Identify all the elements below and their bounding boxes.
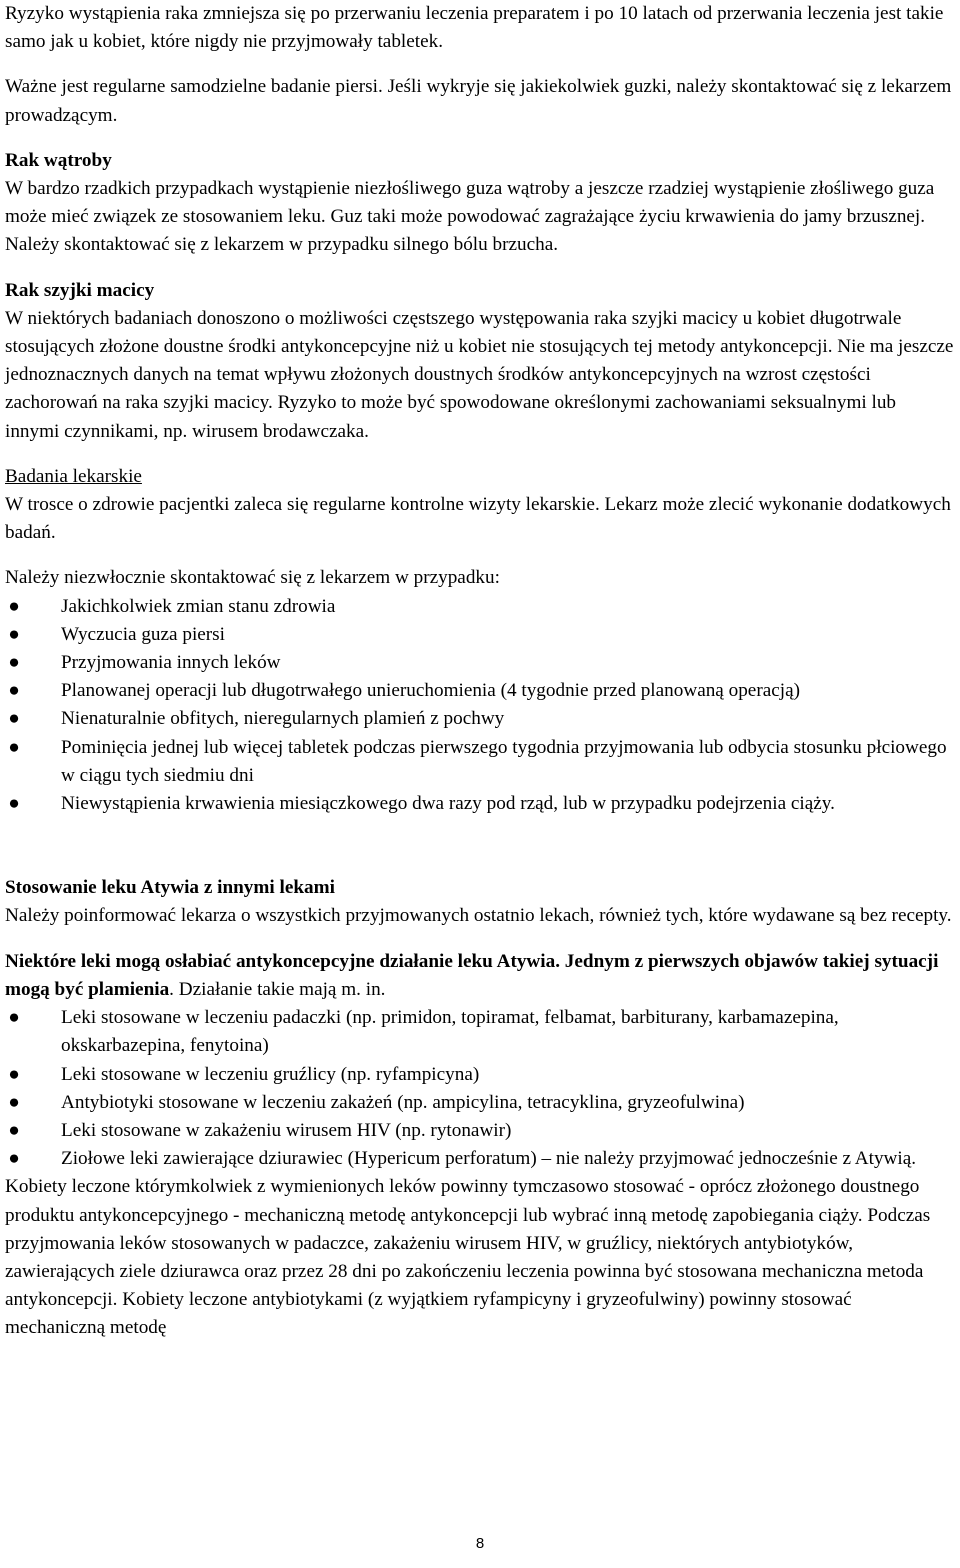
section-text-cervix: W niektórych badaniach donoszono o możliwości częstszego występowania raka szyjki macicy u kobiet długotrwale stosujących złożone doustne środki antykoncepcyjne niż u kobiet nie stosujących tej metody antykoncepcji. Nie ma jeszcze jednoznacznych danych na temat wpływu złożonych doustnych środków antykoncepcyjnych na wzrost częstości zachorowań na raka szyjki macicy. Ryzyko to może być spowodowane określonymi zachowaniami seksualnymi lub innymi czynnikami, np. wirusem brodawczaka. bbox=[5, 307, 954, 442]
interactions-warning-rest: . Działanie takie mają m. in. bbox=[169, 978, 386, 1000]
section-medical-exams bbox=[5, 463, 955, 548]
section-heading-interactions: Stosowanie leku Atywia z innymi lekami bbox=[5, 877, 335, 899]
interactions-closing: Kobiety leczone którymkolwiek z wymienionych leków powinny tymczasowo stosować - oprócz złożonego doustnego produktu antykoncepcyjnego - mechaniczną metodę antykoncepcji lub wybrać inną metodę zapobiegania ciąży. Podczas przyjmowania leków stosowanych w padaczce, zakażeniu wirusem HIV, w gruźlicy, niektórych antybiotyków, zawierających ziele dziurawca oraz przez 28 dni po zakończeniu leczenia powinna być stosowana mechaniczna metoda antykoncepcji. Kobiety leczone antybiotykami (z wyjątkiem ryfampicyny i gryzeofulwiny) powinny stosować mechaniczną metodę bbox=[5, 1176, 931, 1339]
bullet-icon: ● bbox=[8, 652, 20, 674]
bullet-icon: ● bbox=[8, 793, 20, 815]
bullet-icon: ● bbox=[8, 595, 20, 617]
list-item: ● Leki stosowane w leczeniu gruźlicy (np. ryfampicyna) bbox=[5, 1061, 955, 1089]
intro-paragraph-1: Ryzyko wystąpienia raka zmniejsza się po przerwaniu leczenia preparatem i po 10 latach od przerwania leczenia jest takie samo jak u kobiet, które nigdy nie przyjmowały tabletek. bbox=[5, 3, 944, 53]
contact-intro: Należy niezwłocznie skontaktować się z lekarzem w przypadku: bbox=[5, 567, 500, 589]
bullet-icon: ● bbox=[8, 1091, 20, 1113]
list-item: ● Ziołowe leki zawierające dziurawiec (Hypericum perforatum) – nie należy przyjmować jednocześnie z Atywią. bbox=[5, 1145, 955, 1173]
list-item: ● Pominięcia jednej lub więcej tabletek podczas pierwszego tygodnia przyjmowania lub odbycia stosunku płciowego w ciągu tych siedmiu dni bbox=[5, 734, 955, 790]
list-item: ● Leki stosowane w leczeniu padaczki (np. primidon, topiramat, felbamat, barbiturany, karbamazepina, okskarbazepina, fenytoina) bbox=[5, 1004, 955, 1060]
interactions-warning bbox=[5, 948, 955, 1004]
section-liver-cancer bbox=[5, 147, 955, 260]
list-item: ● Nienaturalnie obfitych, nieregularnych plamień z pochwy bbox=[5, 705, 955, 733]
bullet-icon: ● bbox=[8, 736, 20, 758]
list-item: ● Jakichkolwiek zmian stanu zdrowia bbox=[5, 593, 955, 621]
list-item: ● Wyczucia guza piersi bbox=[5, 621, 955, 649]
interactions-text: Należy poinformować lekarza o wszystkich przyjmowanych ostatnio lekach, również tych, które wydawane są bez recepty. bbox=[5, 905, 952, 927]
bullet-icon: ● bbox=[8, 1119, 20, 1141]
page-number: 8 bbox=[475, 1535, 485, 1552]
interactions-warning-bold: Niektóre leki mogą osłabiać antykoncepcyjne działanie leku Atywia. Jednym z pierwszych objawów takiej sytuacji mogą być plamienia bbox=[5, 950, 939, 1000]
bullet-icon: ● bbox=[8, 1007, 20, 1029]
bullet-icon: ● bbox=[8, 680, 20, 702]
bullet-icon: ● bbox=[8, 623, 20, 645]
section-heading-exams: Badania lekarskie bbox=[5, 465, 142, 487]
bullet-icon: ● bbox=[8, 1063, 20, 1085]
bullet-icon: ● bbox=[8, 1148, 20, 1170]
section-contact-doctor bbox=[5, 564, 955, 818]
section-heading-cervix: Rak szyjki macicy bbox=[5, 279, 155, 301]
list-item: ● Przyjmowania innych leków bbox=[5, 649, 955, 677]
section-heading-liver: Rak wątroby bbox=[5, 149, 112, 171]
list-item: ● Antybiotyki stosowane w leczeniu zakażeń (np. ampicylina, tetracyklina, gryzeofulwina) bbox=[5, 1089, 955, 1117]
section-text-liver: W bardzo rzadkich przypadkach wystąpienie niezłośliwego guza wątroby a jeszcze rzadziej wystąpienie złośliwego guza może mieć związek ze stosowaniem leku. Guz taki może powodować zagrażające życiu krwawienia do jamy brzusznej. Należy skontaktować się z lekarzem w przypadku silnego bólu brzucha. bbox=[5, 178, 935, 256]
intro-paragraph-2: Ważne jest regularne samodzielne badanie piersi. Jeśli wykryje się jakiekolwiek guzki, należy skontaktować się z lekarzem prowadzącym. bbox=[5, 76, 952, 126]
list-item: ● Leki stosowane w zakażeniu wirusem HIV (np. rytonawir) bbox=[5, 1117, 955, 1145]
bullet-icon: ● bbox=[8, 708, 20, 730]
interactions-list bbox=[5, 1004, 955, 1173]
section-drug-interactions bbox=[5, 874, 955, 1342]
contact-list bbox=[5, 593, 955, 819]
section-text-exams: W trosce o zdrowie pacjentki zaleca się regularne kontrolne wizyty lekarskie. Lekarz może zlecić wykonanie dodatkowych badań. bbox=[5, 494, 951, 544]
list-item: ● Niewystąpienia krwawienia miesiączkowego dwa razy pod rząd, lub w przypadku podejrzenia ciąży. bbox=[5, 790, 955, 818]
list-item: ● Planowanej operacji lub długotrwałego unieruchomienia (4 tygodnie przed planowaną operacją) bbox=[5, 677, 955, 705]
section-cervical-cancer bbox=[5, 277, 955, 446]
